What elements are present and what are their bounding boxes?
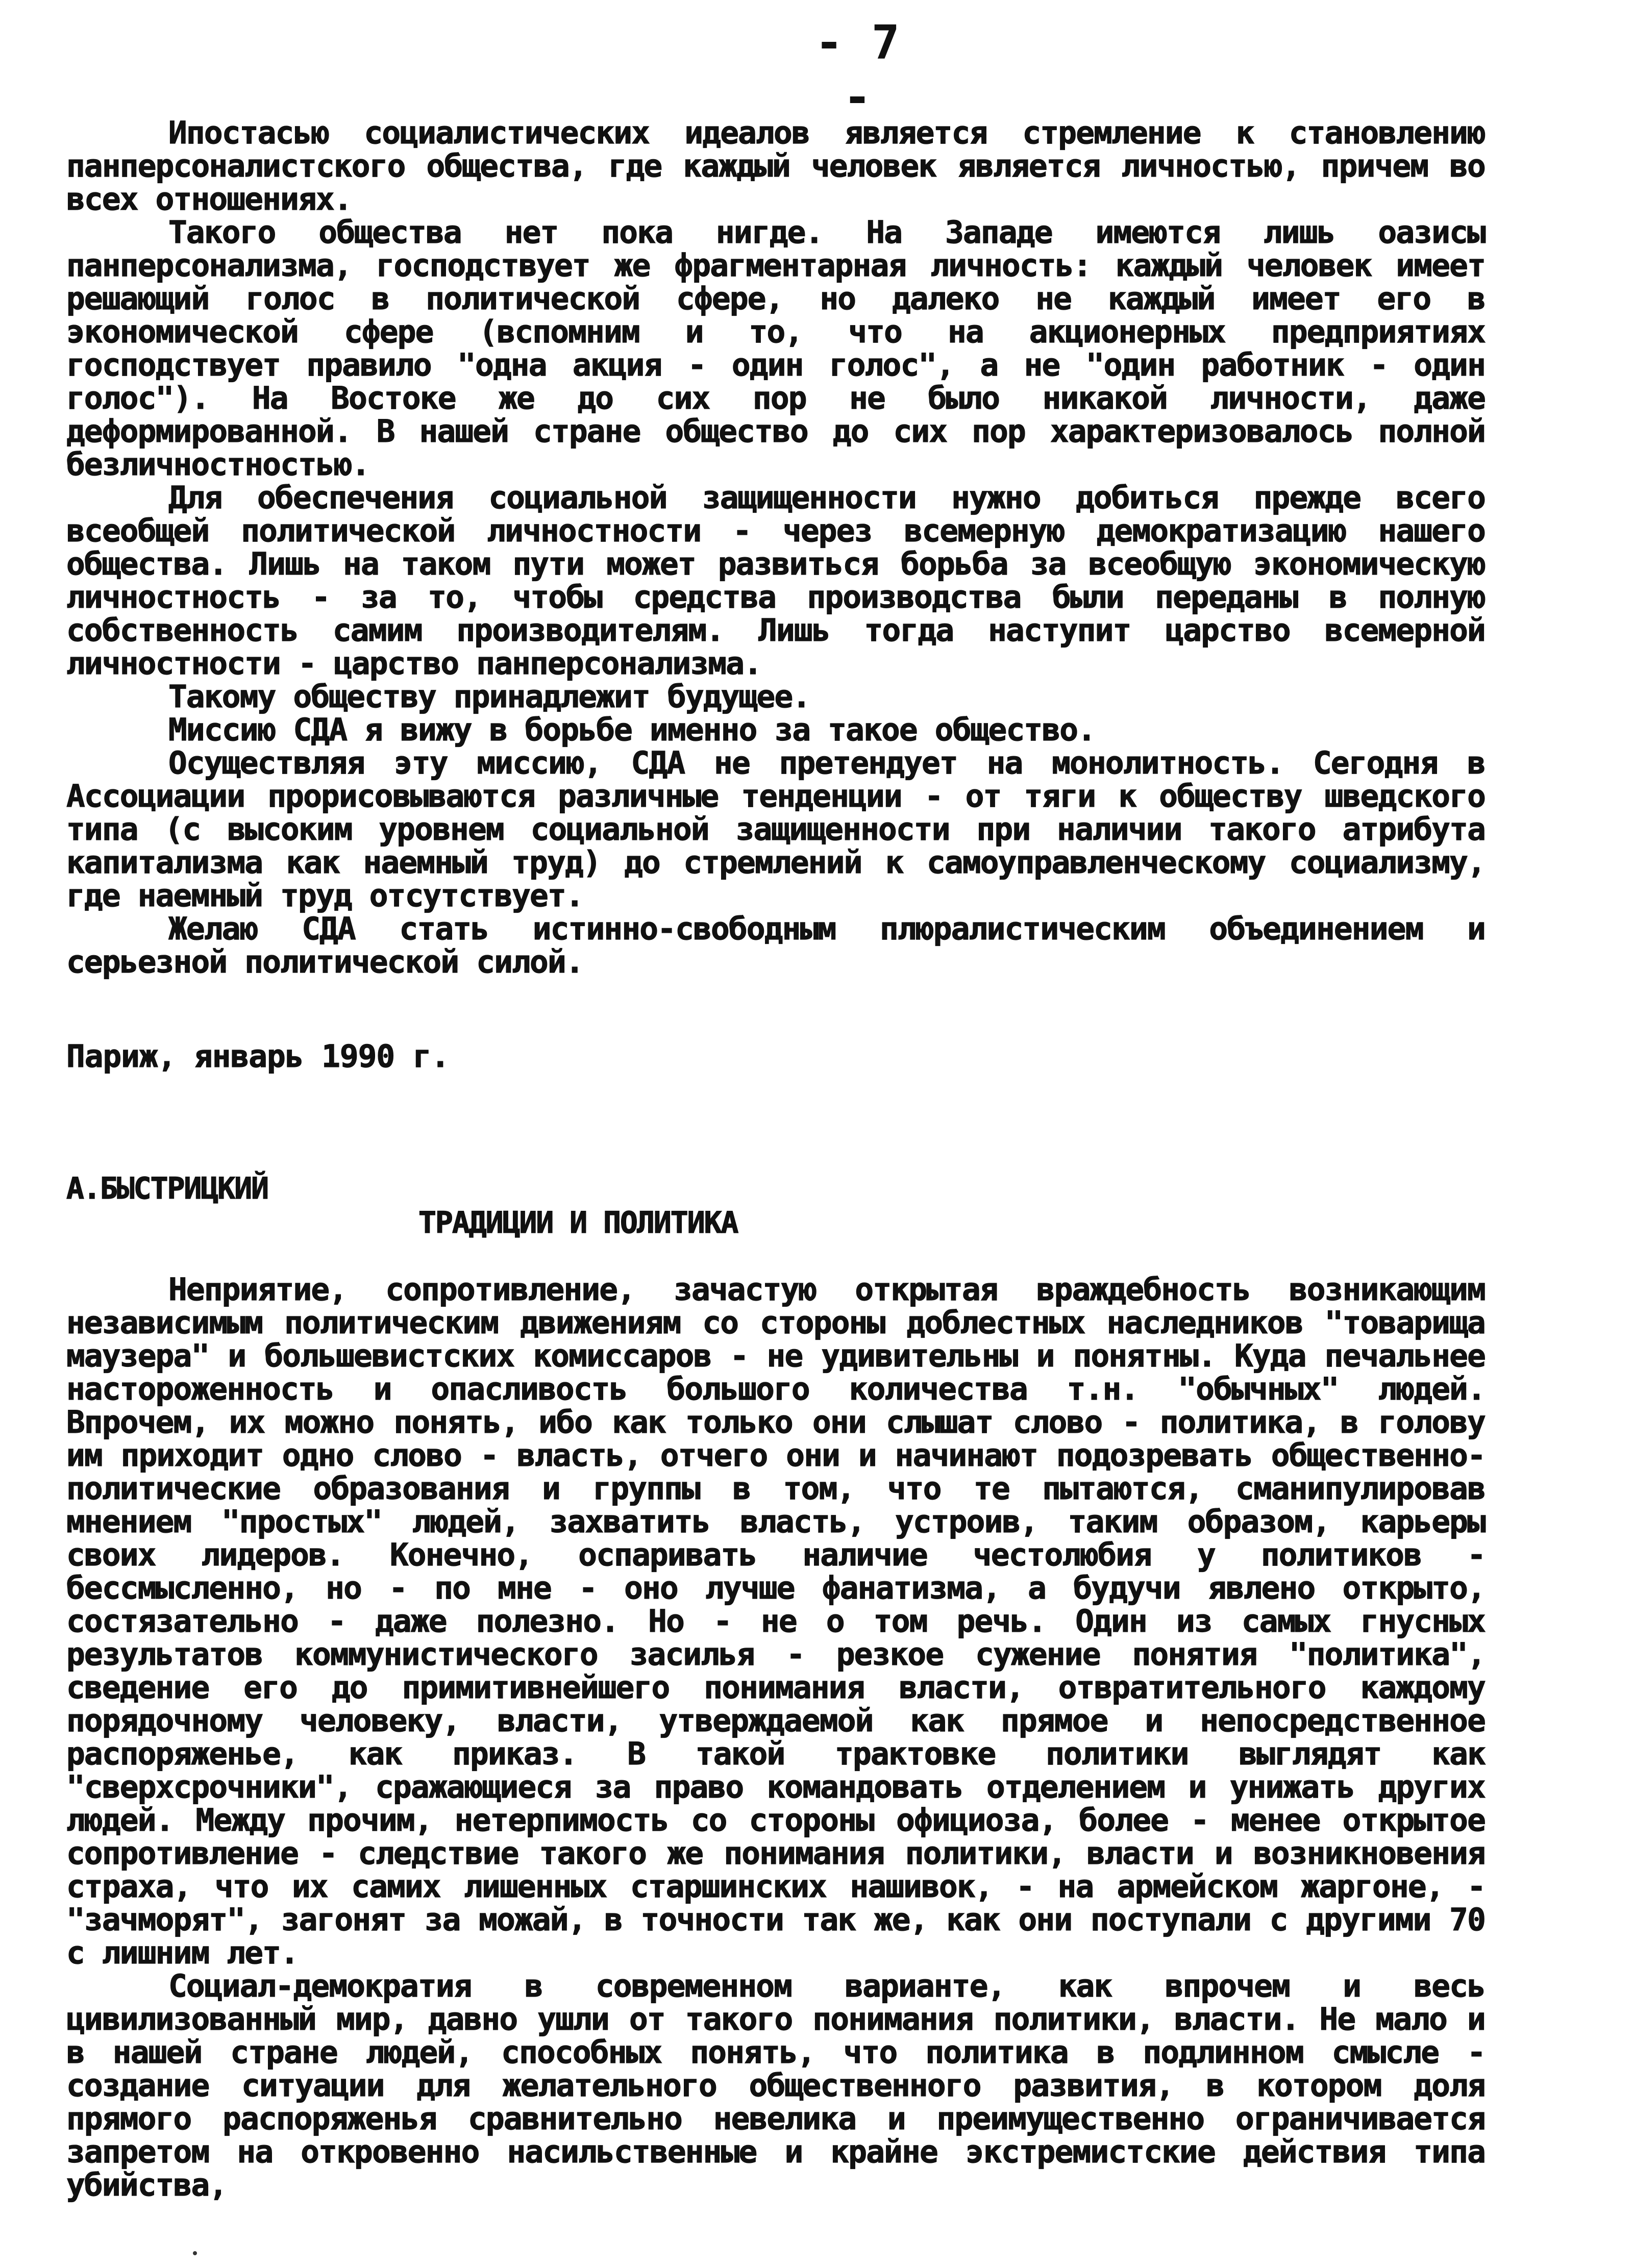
article-title: ТРАДИЦИИ И ПОЛИТИКА [418,1205,738,1240]
place-date: Париж, январь 1990 г. [66,1038,450,1075]
paragraph: Осуществляя эту миссию, СДА не претендует на монолитность. Сегодня в Ассоциации прорисовываются различные тенденции - от тяги к обществу шведского типа (с высоким уровнем социальной защищенности при наличии такого атрибута капитализма как наемный труд) до стремлений к самоуправленческому социализму, где наемный труд отсутствует. [66,745,1485,914]
article-author: А.БЫСТРИЦКИЙ [66,1171,268,1206]
page-number: - 7 - [814,15,900,124]
paragraph: Ипостасью социалистических идеалов является стремление к становлению панперсоналистского общества, где каждый человек является личностью, причем во всех отношениях. [66,115,1485,217]
paragraph: Желаю СДА стать истинно-свободным плюралистическим объединением и серьезной политической силой. [66,911,1485,980]
paragraph: Такому обществу принадлежит будущее. [168,679,810,715]
paragraph: Такого общества нет пока нигде. На Западе имеются лишь оазисы панперсонализма, господствует же фрагментарная личность: каждый человек имеет решающий голос в политической сфере, но далеко не каждый имеет его в экономической сфере (вспомним и то, что на акционерных предприятиях господствует правило "одна акция - один голос", а не "один работник - один голос"). На Востоке же до сих пор не было никакой личности, даже деформированной. В нашей стране общество до сих пор характеризовалось полной безличностностью. [66,214,1485,483]
paragraph: Социал-демократия в современном варианте, как впрочем и весь цивилизованный мир, давно ушли от такого понимания политики, власти. Не мало и в нашей стране людей, способных понять, что политика в подлинном смысле - создание ситуации для желательного общественного развития, в котором доля прямого распоряженья сравнительно невелика и преимущественно ограничивается запретом на откровенно насильственные и крайне экстремистские действия типа убийства, [66,1968,1485,2203]
paragraph: Неприятие, сопротивление, зачастую открытая враждебность возникающим независимым политическим движениям со стороны доблестных наследников "товарища маузера" и большевистских комиссаров - не удивительны и понятны. Куда печальнее настороженность и опасливость большого количества т.н. "обычных" людей. Впрочем, их можно понять, ибо как только они слышат слово - политика, в голову им приходит одно слово - власть, отчего они и начинают подозревать общественно-политические образования и группы в том, что те пытаются, сманипулировав мнением "простых" людей, захватить власть, устроив, таким образом, карьеры своих лидеров. Конечно, оспаривать наличие честолюбия у политиков - бессмысленно, но - по мне - оно лучше фанатизма, а будучи явлено открыто, состязательно - даже полезно. Но - не о том речь. Один из самых гнусных результатов коммунистического засилья - резкое сужение понятия "политика", сведение его до примитивнейшего понимания власти, отвратительного каждому порядочному человеку, власти, утверждаемой как прямое и непосредственное распоряженье, как приказ. В такой трактовке политики выглядят как "сверхсрочники", сражающиеся за право командовать отделением и унижать других людей. Между прочим, нетерпимость со стороны официоза, более - менее открытое сопротивление - следствие такого же понимания политики, власти и возникновения страха, что их самих лишенных старшинских нашивок, - на армейском жаргоне, - "зачморят", загонят за можай, в точности так же, как они поступали с другими 70 с лишним лет. [66,1272,1485,1971]
paragraph: Для обеспечения социальной защищенности нужно добиться прежде всего всеобщей политической личностности - через всемерную демократизацию нашего общества. Лишь на таком пути может развиться борьба за всеобщую экономическую личностность - за то, чтобы средства производства были переданы в полную собственность самим производителям. Лишь тогда наступит царство всемерной личностности - царство панперсонализма. [66,480,1485,682]
section-two-body [66,1273,1485,2202]
paragraph: Миссию СДА я вижу в борьбе именно за такое общество. [168,712,1096,748]
stray-mark [193,2251,197,2255]
section-one-body [66,116,1485,979]
